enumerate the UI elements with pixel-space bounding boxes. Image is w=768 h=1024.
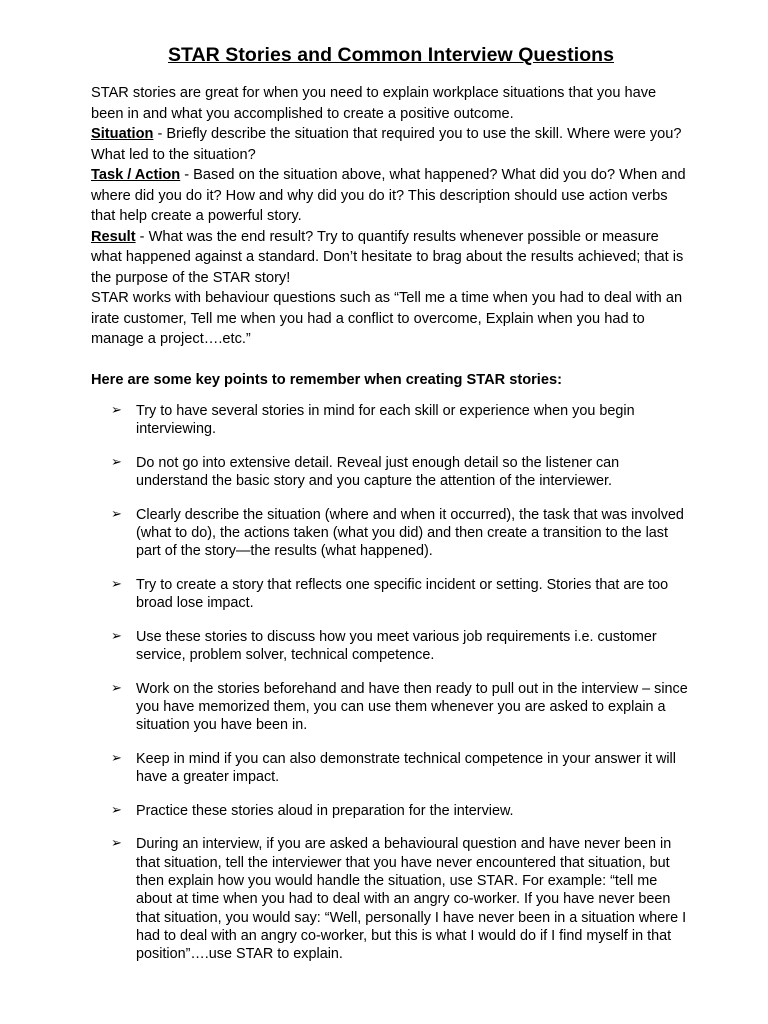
list-item-text: Keep in mind if you can also demonstrate technical competence in your answer it will have a greater impact.: [136, 750, 676, 786]
list-item-text: Try to have several stories in mind for each skill or experience when you begin interviewing.: [136, 403, 635, 438]
arrow-bullet-icon: ➢: [111, 628, 122, 644]
arrow-bullet-icon: ➢: [111, 750, 122, 766]
list-item: [91, 628, 691, 665]
list-item-text: Practice these stories aloud in preparation for the interview.: [136, 802, 514, 819]
list-item-text: Work on the stories beforehand and have then ready to pull out in the interview – since you have memorized them, you can use them whenever you are asked to explain a situation you have been in.: [136, 680, 688, 734]
arrow-bullet-icon: ➢: [111, 454, 122, 470]
arrow-bullet-icon: ➢: [111, 802, 122, 818]
situation-paragraph: [91, 124, 691, 165]
list-item-text: During an interview, if you are asked a behavioural question and have never been in that situation, tell the interviewer that you have never encountered that situation, but then explain how you would handle the situation, use STAR. For example: “tell me about at time when you had to deal with an angry co-worker. If you have never been that situation, you would say: “Well, personally I have never been in a situation where I had to deal with an angry co-worker, but this is what I would do if I find myself in that position”….use STAR to explain.: [136, 836, 687, 963]
result-paragraph: [91, 227, 691, 289]
list-item: [91, 506, 691, 561]
situation-text: - Briefly describe the situation that required you to use the skill. Where were you? What led to the situation?: [91, 126, 682, 163]
list-item-text: Try to create a story that reflects one specific incident or setting. Stories that are too broad lose impact.: [136, 576, 669, 612]
arrow-bullet-icon: ➢: [111, 506, 122, 522]
arrow-bullet-icon: ➢: [111, 576, 122, 592]
behaviour-paragraph: STAR works with behaviour questions such as “Tell me a time when you had to deal with an irate customer, Tell me when you had a conflict to overcome, Explain when you had to manage a project….etc.”: [91, 290, 683, 347]
list-item: [91, 835, 691, 963]
intro-section: [91, 83, 691, 350]
list-item: [91, 680, 691, 735]
task-action-text: - Based on the situation above, what happened? What did you do? When and where did you do it? How and why did you do it? This description should use action verbs that help create a powerful story.: [91, 167, 686, 224]
list-item: [91, 802, 691, 820]
task-action-paragraph: [91, 165, 691, 227]
list-item: [91, 750, 691, 787]
task-action-term: Task / Action: [91, 167, 181, 183]
list-item: [91, 454, 691, 491]
page-title: STAR Stories and Common Interview Questions: [167, 44, 615, 66]
result-term: Result: [91, 228, 136, 245]
list-item: [91, 576, 691, 613]
list-item-text: Do not go into extensive detail. Reveal just enough detail so the listener can understand the basic story and you capture the attention of the interviewer.: [136, 454, 620, 490]
intro-paragraph: STAR stories are great for when you need to explain workplace situations that you have been in and what you accomplished to create a positive outcome.: [91, 85, 657, 122]
list-item: [91, 402, 691, 439]
arrow-bullet-icon: ➢: [111, 836, 122, 852]
list-item-text: Use these stories to discuss how you meet various job requirements i.e. customer service, problem solver, technical competence.: [136, 628, 657, 664]
keypoints-list: [91, 402, 691, 964]
document-page: [91, 44, 691, 979]
list-item-text: Clearly describe the situation (where and when it occurred), the task that was involved (what to do), the actions taken (what you did) and then create a transition to the last part of the story—the results (what happened).: [136, 506, 684, 560]
keypoints-heading: Here are some key points to remember when creating STAR stories:: [91, 371, 562, 388]
situation-term: Situation: [91, 126, 154, 142]
arrow-bullet-icon: ➢: [111, 680, 122, 696]
arrow-bullet-icon: ➢: [111, 403, 122, 418]
result-text: - What was the end result? Try to quantify results whenever possible or measure what happened against a standard. Don’t hesitate to brag about the results achieved; that is the purpose of the STAR story!: [91, 228, 684, 286]
